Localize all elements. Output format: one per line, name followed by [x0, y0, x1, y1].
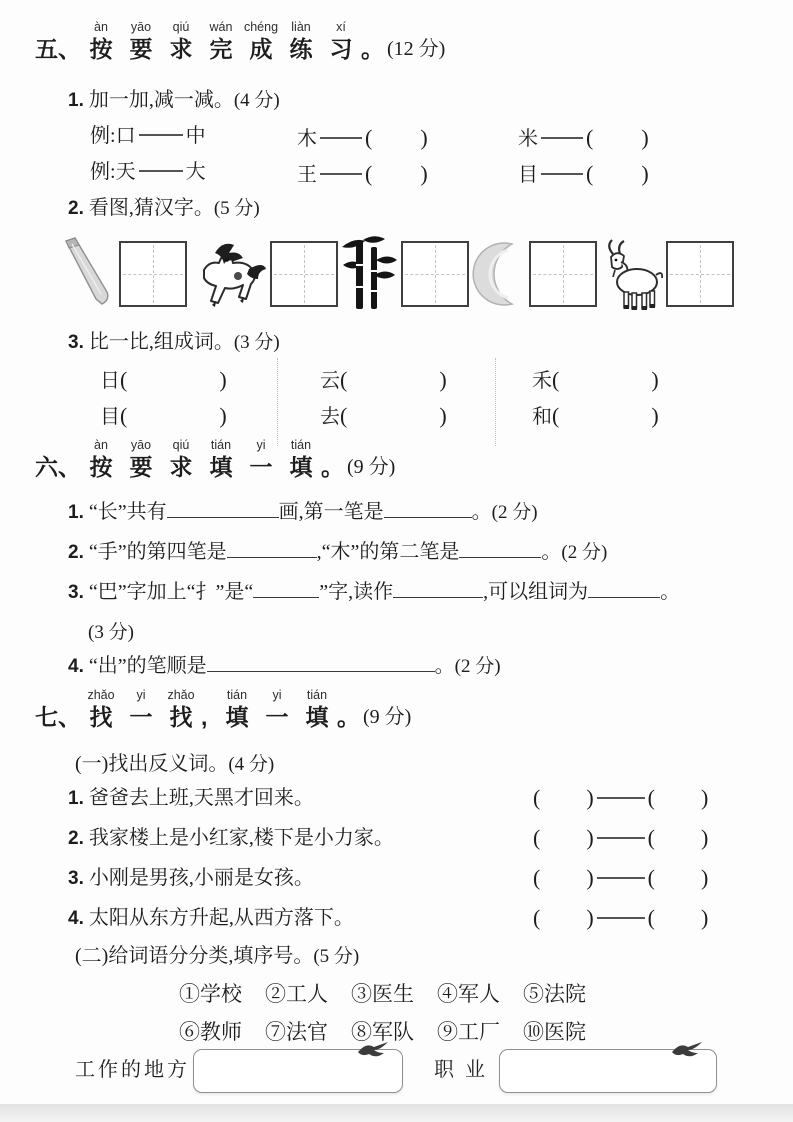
item-number: 2.	[68, 542, 84, 563]
q5-3-word-item	[100, 402, 227, 430]
answer-gridbox[interactable]	[119, 241, 187, 307]
title-period: 。	[321, 453, 344, 480]
pinyin-label: qiú	[172, 438, 190, 452]
answer-blank[interactable]	[253, 582, 319, 598]
question-score: (5 分)	[213, 198, 260, 219]
pinyin-label: qiú	[172, 20, 190, 34]
sentence-text: 我家楼上是小红家,楼下是小力家。	[88, 827, 394, 849]
item-text: “出”的笔顺是	[88, 655, 207, 677]
q5-3-line	[68, 330, 280, 355]
title-char: 一	[129, 703, 153, 730]
knife-image	[58, 236, 116, 312]
occupation-label	[434, 1058, 488, 1083]
answer-blank[interactable]	[384, 502, 472, 518]
pinyin-label: yi	[272, 688, 282, 702]
horse-image	[189, 238, 267, 310]
dash-line	[320, 137, 362, 139]
pinyin-label: yāo	[130, 20, 152, 34]
close-paren: )	[641, 161, 649, 186]
sentence-text: 小刚是男孩,小丽是女孩。	[88, 867, 314, 889]
item-text: “巴”字加上“扌”是“	[88, 581, 254, 603]
close-paren: )	[700, 905, 709, 930]
item-number: 4.	[68, 656, 84, 677]
pinyin-label: tián	[210, 438, 232, 452]
bird-icon	[356, 1040, 390, 1060]
dash-line	[597, 837, 645, 839]
q5-1-item	[297, 160, 428, 188]
title-char-pair	[241, 20, 281, 62]
dash-line	[139, 134, 183, 136]
q7-sentence-2	[68, 826, 394, 851]
title-char-pair	[81, 20, 121, 62]
compare-char: 去	[320, 406, 340, 428]
q5-3-word-item	[532, 402, 659, 430]
sentence-number: 4.	[68, 908, 84, 929]
item-char: 木	[297, 128, 317, 150]
title-period: 。	[361, 35, 384, 62]
close-paren: )	[586, 905, 594, 930]
word-option: ⑦法官	[265, 1020, 328, 1044]
moon-image	[472, 236, 526, 312]
occupation-answer-box[interactable]	[499, 1049, 717, 1093]
open-paren: (	[586, 125, 594, 150]
dash-line	[320, 173, 362, 175]
subpart-label: (一)找出反义词。	[75, 753, 229, 775]
workplace-label	[75, 1058, 190, 1083]
close-paren: )	[586, 785, 594, 810]
occupation-label-text: 职 业	[434, 1059, 488, 1081]
item-text: ,“木”的第二笔是	[316, 541, 460, 563]
title-char-pair	[121, 688, 161, 730]
section-6-header	[35, 438, 395, 480]
antonym-answer-group[interactable]	[533, 864, 708, 892]
dash-line	[541, 137, 583, 139]
subpart-label: (二)给词语分分类,填序号。	[75, 945, 314, 967]
answer-blank[interactable]	[588, 582, 660, 598]
pinyin-label: àn	[94, 438, 108, 452]
antonym-answer-group[interactable]	[533, 904, 708, 932]
word-option: ⑩医院	[523, 1020, 586, 1044]
close-paren: )	[586, 865, 594, 890]
close-paren: )	[700, 825, 709, 850]
q5-3-word-item	[100, 366, 227, 394]
antonym-answer-group[interactable]	[533, 784, 708, 812]
example-label: 例:	[90, 125, 116, 147]
item-text: ,可以组词为	[483, 581, 589, 603]
answer-gridbox[interactable]	[529, 241, 597, 307]
title-char: 填	[289, 453, 313, 480]
answer-blank[interactable]	[227, 542, 317, 558]
example-from: 口	[115, 125, 136, 147]
q7-sentence-1	[68, 786, 314, 811]
q5-1-item	[297, 124, 428, 152]
section-7-header	[35, 688, 411, 730]
q6-item-4	[68, 654, 501, 679]
bamboo-image	[341, 235, 399, 313]
answer-blank[interactable]	[459, 542, 541, 558]
answer-blank[interactable]	[393, 582, 483, 598]
item-char: 目	[518, 164, 538, 186]
q7-part1-label	[75, 752, 274, 777]
sentence-number: 3.	[68, 868, 84, 889]
title-char: 要	[129, 453, 153, 480]
open-paren: (	[533, 865, 541, 890]
close-paren: )	[651, 403, 659, 428]
title-char: 习	[329, 35, 353, 62]
workplace-label-text: 工作的地方	[75, 1059, 190, 1081]
title-char: 按	[89, 35, 113, 62]
dash-line	[139, 170, 183, 172]
close-paren: )	[219, 403, 227, 428]
title-char-pair	[161, 20, 201, 62]
title-char: 按	[89, 453, 113, 480]
q5-1-line	[68, 88, 280, 113]
subpart-score: (4 分)	[228, 754, 275, 775]
open-paren: (	[365, 125, 373, 150]
word-option: ②工人	[265, 982, 328, 1006]
pinyin-label: zhǎo	[167, 688, 195, 702]
dash-line	[541, 173, 583, 175]
goat-image	[599, 237, 663, 311]
answer-blank[interactable]	[167, 502, 279, 518]
item-number: 3.	[68, 582, 84, 603]
pinyin-label: yāo	[130, 438, 152, 452]
sentence-number: 1.	[68, 788, 84, 809]
compare-char: 和	[532, 406, 552, 428]
item-text: ”字,读作	[319, 581, 394, 603]
title-comma: ,	[201, 703, 208, 730]
sentence-text: 太阳从东方升起,从西方落下。	[88, 907, 354, 929]
title-char-pair	[121, 20, 161, 62]
title-char-pair	[161, 438, 201, 480]
open-paren: (	[340, 403, 348, 428]
title-char-pair	[297, 688, 337, 730]
grid-dashed-vline	[304, 245, 305, 303]
section-5-score: (12 分)	[387, 38, 446, 61]
question-score: (3 分)	[233, 332, 280, 353]
pinyin-label: yi	[256, 438, 266, 452]
q6-item-3	[68, 580, 680, 605]
title-char: 找	[169, 703, 193, 730]
question-number: 2.	[68, 198, 84, 219]
q7-sentence-4	[68, 906, 354, 931]
item-number: 1.	[68, 502, 84, 523]
section-6-number: 六、	[35, 453, 81, 480]
close-paren: )	[586, 825, 594, 850]
word-option: ⑥教师	[179, 1020, 242, 1044]
open-paren: (	[647, 785, 655, 810]
pinyin-label: tián	[226, 688, 248, 702]
sentence-text: 爸爸去上班,天黑才回来。	[88, 787, 314, 809]
item-text: “手”的第四笔是	[88, 541, 227, 563]
open-paren: (	[533, 905, 541, 930]
answer-gridbox[interactable]	[666, 241, 734, 307]
dash-line	[597, 877, 645, 879]
open-paren: (	[647, 905, 655, 930]
title-char-pair	[201, 438, 241, 480]
open-paren: (	[647, 825, 655, 850]
section-7-number: 七、	[35, 703, 81, 730]
grid-dashed-vline	[153, 245, 154, 303]
section-6-score: (9 分)	[347, 456, 396, 479]
title-char-pair	[217, 688, 257, 730]
open-paren: (	[340, 367, 348, 392]
section-5-number: 五、	[35, 35, 81, 62]
bird-icon	[670, 1040, 704, 1060]
item-text: “长”共有	[88, 501, 167, 523]
close-paren: )	[420, 125, 428, 150]
title-char-pair	[81, 688, 121, 730]
workplace-answer-box[interactable]	[193, 1049, 403, 1093]
pinyin-label: chéng	[243, 20, 279, 34]
title-char-pair	[281, 438, 321, 480]
example-to: 大	[185, 161, 206, 183]
q6-item-3-score-line	[88, 620, 134, 645]
q5-1-item	[518, 160, 649, 188]
title-char-pair	[161, 688, 201, 730]
pinyin-label: wán	[209, 20, 233, 34]
title-char: 求	[169, 453, 193, 480]
section-7-score: (9 分)	[363, 706, 412, 729]
item-char: 王	[297, 164, 317, 186]
close-paren: )	[700, 785, 709, 810]
example-to: 中	[185, 125, 206, 147]
answer-gridbox[interactable]	[401, 241, 469, 307]
title-char: 一	[265, 703, 289, 730]
subpart-score: (5 分)	[313, 946, 360, 967]
dotted-column-separator	[277, 358, 278, 446]
question-text: 看图,猜汉字。	[88, 197, 214, 219]
item-text: 。	[471, 501, 492, 523]
title-char: 填	[209, 453, 233, 480]
open-paren: (	[552, 367, 560, 392]
question-number: 1.	[68, 90, 84, 111]
q5-1-item	[518, 124, 649, 152]
title-char-pair	[81, 438, 121, 480]
word-option: ①学校	[179, 982, 242, 1006]
item-text: 。	[434, 655, 455, 677]
item-score: (2 分)	[561, 542, 608, 563]
answer-gridbox[interactable]	[270, 241, 338, 307]
grid-dashed-vline	[435, 245, 436, 303]
close-paren: )	[439, 403, 447, 428]
item-score: (2 分)	[454, 656, 501, 677]
title-char: 求	[169, 35, 193, 62]
open-paren: (	[120, 367, 128, 392]
item-char: 米	[518, 128, 538, 150]
q5-3-word-item	[320, 366, 447, 394]
q7-part2-label	[75, 944, 359, 969]
title-char-pair	[281, 20, 321, 62]
picture-row	[58, 234, 734, 314]
pinyin-label: zhǎo	[87, 688, 115, 702]
dash-line	[597, 797, 645, 799]
pinyin-label: yi	[136, 688, 146, 702]
example-label: 例:	[90, 161, 116, 183]
dotted-column-separator	[495, 358, 496, 446]
open-paren: (	[365, 161, 373, 186]
question-text: 比一比,组成词。	[88, 331, 234, 353]
word-option: ⑤法院	[523, 982, 586, 1006]
q5-2-line	[68, 196, 260, 221]
title-char: 练	[289, 35, 313, 62]
pinyin-label: xí	[336, 20, 346, 34]
sentence-number: 2.	[68, 828, 84, 849]
close-paren: )	[439, 367, 447, 392]
open-paren: (	[533, 825, 541, 850]
word-option: ③医生	[351, 982, 414, 1006]
title-char: 成	[249, 35, 273, 62]
answer-blank[interactable]	[207, 656, 435, 672]
title-char-pair	[241, 438, 281, 480]
word-option: ⑧军队	[351, 1020, 414, 1044]
page-bottom-scan-shadow	[0, 1104, 793, 1122]
close-paren: )	[651, 367, 659, 392]
close-paren: )	[219, 367, 227, 392]
title-char: 要	[129, 35, 153, 62]
title-char: 一	[249, 453, 273, 480]
q6-item-1	[68, 500, 538, 525]
compare-char: 日	[100, 370, 120, 392]
item-text: 。	[660, 581, 681, 603]
open-paren: (	[552, 403, 560, 428]
open-paren: (	[120, 403, 128, 428]
grid-dashed-vline	[700, 245, 701, 303]
pinyin-label: liàn	[291, 20, 311, 34]
item-text: 画,第一笔是	[278, 501, 384, 523]
dash-line	[597, 917, 645, 919]
title-char: 填	[225, 703, 249, 730]
word-option-row-1	[179, 978, 586, 1008]
compare-char: 目	[100, 406, 120, 428]
q5-1-example-2	[90, 160, 206, 185]
q5-1-example-1	[90, 124, 206, 149]
pinyin-label: tián	[290, 438, 312, 452]
word-option: ⑨工厂	[437, 1020, 500, 1044]
item-score: (2 分)	[491, 502, 538, 523]
title-char-pair	[121, 438, 161, 480]
q5-3-word-item	[532, 366, 659, 394]
item-text: 。	[541, 541, 562, 563]
open-paren: (	[533, 785, 541, 810]
word-option: ④军人	[437, 982, 500, 1006]
q5-3-word-item	[320, 402, 447, 430]
pinyin-label: tián	[306, 688, 328, 702]
section-5-header	[35, 20, 445, 62]
title-char: 完	[209, 35, 233, 62]
title-char-pair	[257, 688, 297, 730]
antonym-answer-group[interactable]	[533, 824, 708, 852]
question-number: 3.	[68, 332, 84, 353]
title-char-pair	[321, 20, 361, 62]
close-paren: )	[700, 865, 709, 890]
title-char-pair	[201, 20, 241, 62]
question-text: 加一加,减一减。	[88, 89, 234, 111]
title-char: 填	[305, 703, 329, 730]
grid-dashed-vline	[563, 245, 564, 303]
open-paren: (	[586, 161, 594, 186]
close-paren: )	[420, 161, 428, 186]
item-score: (3 分)	[88, 622, 134, 643]
compare-char: 云	[320, 370, 340, 392]
title-period: 。	[337, 703, 360, 730]
close-paren: )	[641, 125, 649, 150]
q7-sentence-3	[68, 866, 314, 891]
example-from: 天	[115, 161, 136, 183]
compare-char: 禾	[532, 370, 552, 392]
title-char: 找	[89, 703, 113, 730]
question-score: (4 分)	[233, 90, 280, 111]
pinyin-label: àn	[94, 20, 108, 34]
open-paren: (	[647, 865, 655, 890]
q6-item-2	[68, 540, 607, 565]
